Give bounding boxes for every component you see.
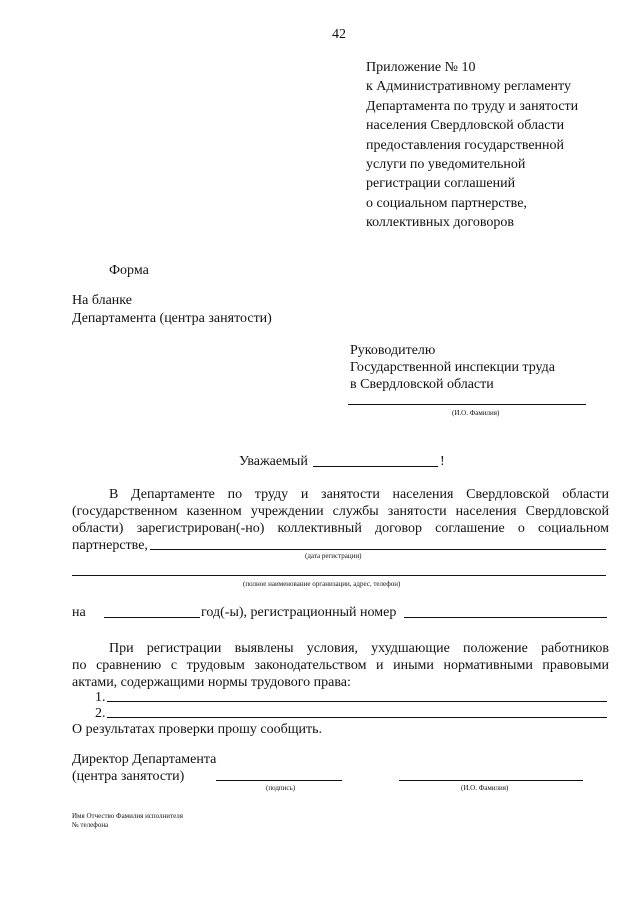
list-item-number: 2. — [95, 706, 106, 721]
appendix-line: коллективных договоров — [366, 215, 514, 231]
body1-line: (государственном казенном учреждении службы занятости населения Свердловской — [72, 504, 609, 519]
organization-field[interactable] — [72, 575, 606, 576]
signer-name-caption: (И.О. Фамилия) — [461, 784, 509, 792]
year-field[interactable] — [104, 617, 200, 618]
appendix-line: предоставления государственной — [366, 137, 565, 153]
body1-line: В Департаменте по труду и занятости населения Свердловской области — [109, 487, 609, 502]
condition-field-2[interactable] — [107, 717, 607, 718]
year-prefix: на — [72, 605, 86, 620]
letterhead-line: На бланке — [72, 293, 132, 308]
signature-caption: (подпись) — [266, 784, 296, 792]
letterhead-line: Департамента (центра занятости) — [72, 311, 272, 326]
executor-phone: № телефона — [72, 821, 109, 829]
body2-line: актами, содержащими нормы трудового права: — [72, 675, 351, 690]
appendix-line: к Административному регламенту — [366, 79, 571, 95]
appendix-line: Приложение № 10 — [366, 60, 476, 75]
appendix-block — [366, 58, 578, 233]
addressee-caption: (И.О. Фамилия) — [452, 409, 500, 417]
addressee-line: в Свердловской области — [350, 377, 494, 392]
body2-line: по сравнению с трудовым законодательством и иными нормативными правовыми — [72, 658, 609, 673]
salutation-suffix: ! — [440, 454, 445, 469]
addressee-name-field[interactable] — [348, 404, 586, 405]
signer-name-field[interactable] — [399, 780, 583, 781]
closing-line: О результатах проверки прошу сообщить. — [72, 722, 323, 737]
body1-line: области) зарегистрирован(-но) коллективный договор соглашение о социальном — [72, 521, 609, 536]
appendix-line: населения Свердловской области — [366, 118, 565, 134]
reg-number-label: год(-ы), регистрационный номер — [201, 605, 397, 620]
signer-title: (центра занятости) — [72, 769, 185, 784]
salutation-prefix: Уважаемый — [239, 454, 308, 469]
condition-field-1[interactable] — [107, 701, 607, 702]
form-label: Форма — [109, 263, 149, 278]
organization-caption: (полное наименование организации, адрес, телефон) — [243, 580, 401, 588]
registration-date-caption: (дата регистрации) — [305, 552, 362, 560]
executor-name: Имя Отчество Фамилия исполнителя — [72, 812, 183, 820]
signer-title: Директор Департамента — [72, 752, 217, 767]
salutation-name-field[interactable] — [313, 466, 438, 467]
signature-field[interactable] — [216, 780, 342, 781]
body2-line: При регистрации выявлены условия, ухудшающие положение работников — [109, 641, 609, 656]
reg-number-field[interactable] — [404, 617, 607, 618]
list-item-number: 1. — [95, 690, 106, 705]
addressee-line: Руководителю — [350, 343, 436, 358]
page-number: 42 — [332, 27, 346, 42]
body1-line: партнерстве, — [72, 538, 148, 553]
addressee-line: Государственной инспекции труда — [350, 360, 555, 375]
registration-date-field[interactable] — [150, 549, 606, 550]
appendix-line: услуги по уведомительной — [366, 157, 526, 173]
appendix-line: регистрации соглашений — [366, 176, 516, 192]
appendix-line: о социальном партнерстве, — [366, 195, 527, 211]
appendix-line: Департамента по труду и занятости — [366, 98, 579, 114]
